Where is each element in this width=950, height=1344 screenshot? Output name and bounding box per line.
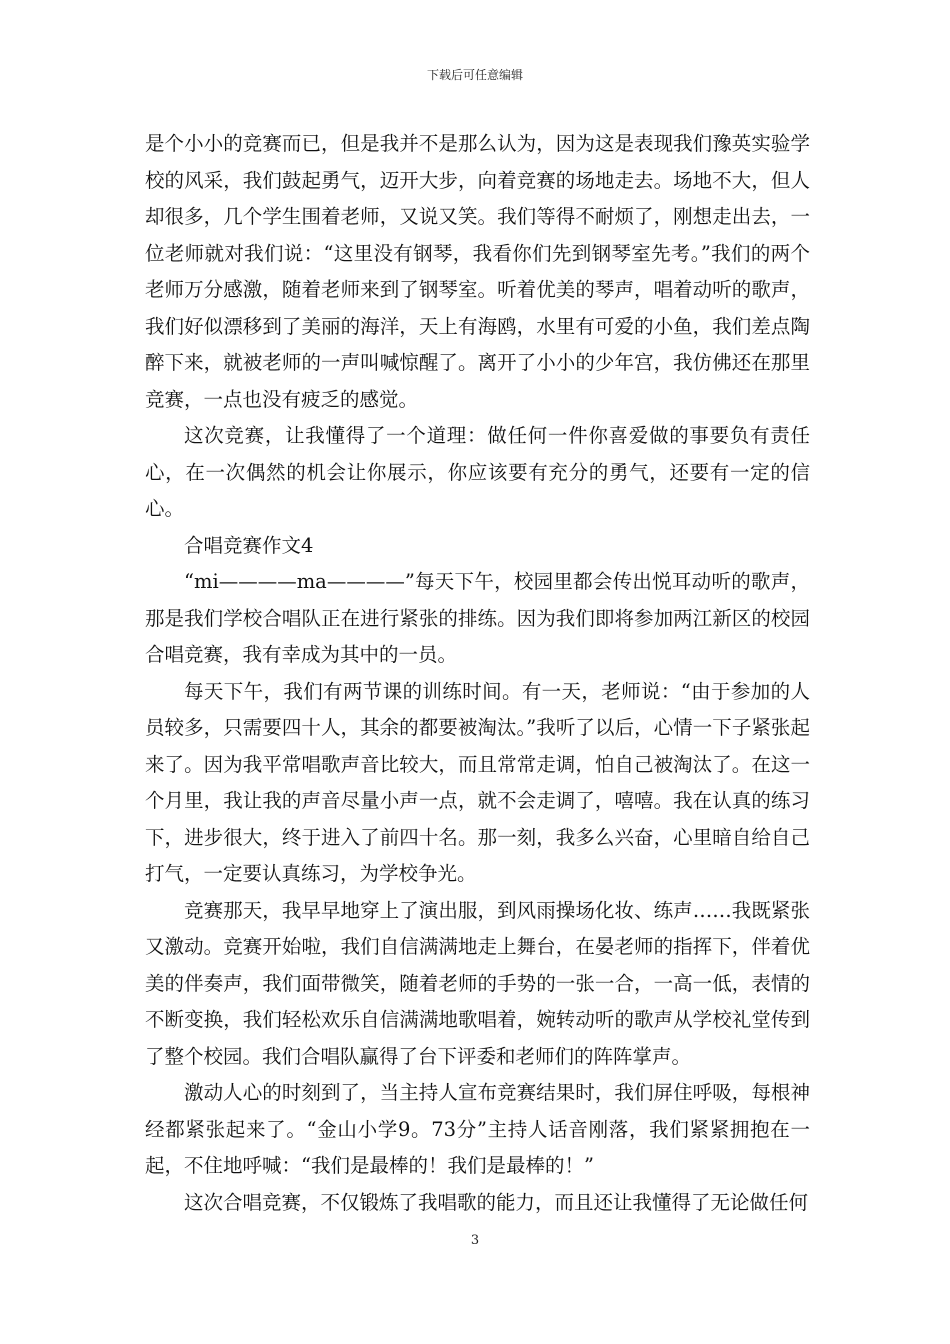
paragraph: “mi————ma————”每天下午，校园里都会传出悦耳动听的歌声，那是我们学校合唱队正在进行紧张的排练。因为我们即将参加两江新区的校园合唱竞赛，我有幸成为其中的一员。	[145, 570, 810, 666]
paragraph: 竞赛那天，我早早地穿上了演出服，到风雨操场化妆、练声……我既紧张又激动。竞赛开始啦，我们自信满满地走上舞台，在晏老师的指挥下，伴着优美的伴奏声，我们面带微笑，随着老师的手势的一张一合，一高一低，表情的不断变换，我们轻松欢乐自信满满地歌唱着，婉转动听的歌声从学校礼堂传到了整个校园。我们合唱队赢得了台下评委和老师们的阵阵掌声。	[145, 898, 810, 1068]
paragraph: 这次竞赛，让我懂得了一个道理：做任何一件你喜爱做的事要负有责任心，在一次偶然的机会让你展示，你应该要有充分的勇气，还要有一定的信心。	[145, 424, 810, 520]
page-header: 下载后可任意编辑	[426, 68, 523, 82]
page-number: 3	[470, 1233, 480, 1248]
paragraph: 激动人心的时刻到了，当主持人宣布竞赛结果时，我们屏住呼吸，每根神经都紧张起来了。“金山小学9。73分”主持人话音刚落，我们紧紧拥抱在一起，不住地呼喊：“我们是最棒的！我们是最棒的！”	[145, 1081, 810, 1177]
paragraph: 每天下午，我们有两节课的训练时间。有一天，老师说：“由于参加的人员较多，只需要四十人，其余的都要被淘汰。”我听了以后，心情一下子紧张起来了。因为我平常唱歌声音比较大，而且常常走调，怕自己被淘汰了。在这一个月里，我让我的声音尽量小声一点，就不会走调了，嘻嘻。我在认真的练习下，进步很大，终于进入了前四十名。那一刻，我多么兴奋，心里暗自给自己打气，一定要认真练习，为学校争光。	[145, 679, 810, 885]
paragraph: 是个小小的竞赛而已，但是我并不是那么认为，因为这是表现我们豫英实验学校的风采，我们鼓起勇气，迈开大步，向着竞赛的场地走去。场地不大，但人却很多，几个学生围着老师，又说又笑。我们等得不耐烦了，刚想走出去，一位老师就对我们说：“这里没有钢琴，我看你们先到钢琴室先考。”我们的两个老师万分感激，随着老师来到了钢琴室。听着优美的琴声，唱着动听的歌声，我们好似漂移到了美丽的海洋，天上有海鸥，水里有可爱的小鱼，我们差点陶醉下来，就被老师的一声叫喊惊醒了。离开了小小的少年宫，我仿佛还在那里竞赛，一点也没有疲乏的感觉。	[145, 132, 810, 411]
section-heading: 合唱竞赛作文4	[184, 533, 314, 557]
paragraph: 这次合唱竞赛，不仅锻炼了我唱歌的能力，而且还让我懂得了无论做任何	[184, 1190, 809, 1214]
document-body	[145, 126, 810, 1221]
